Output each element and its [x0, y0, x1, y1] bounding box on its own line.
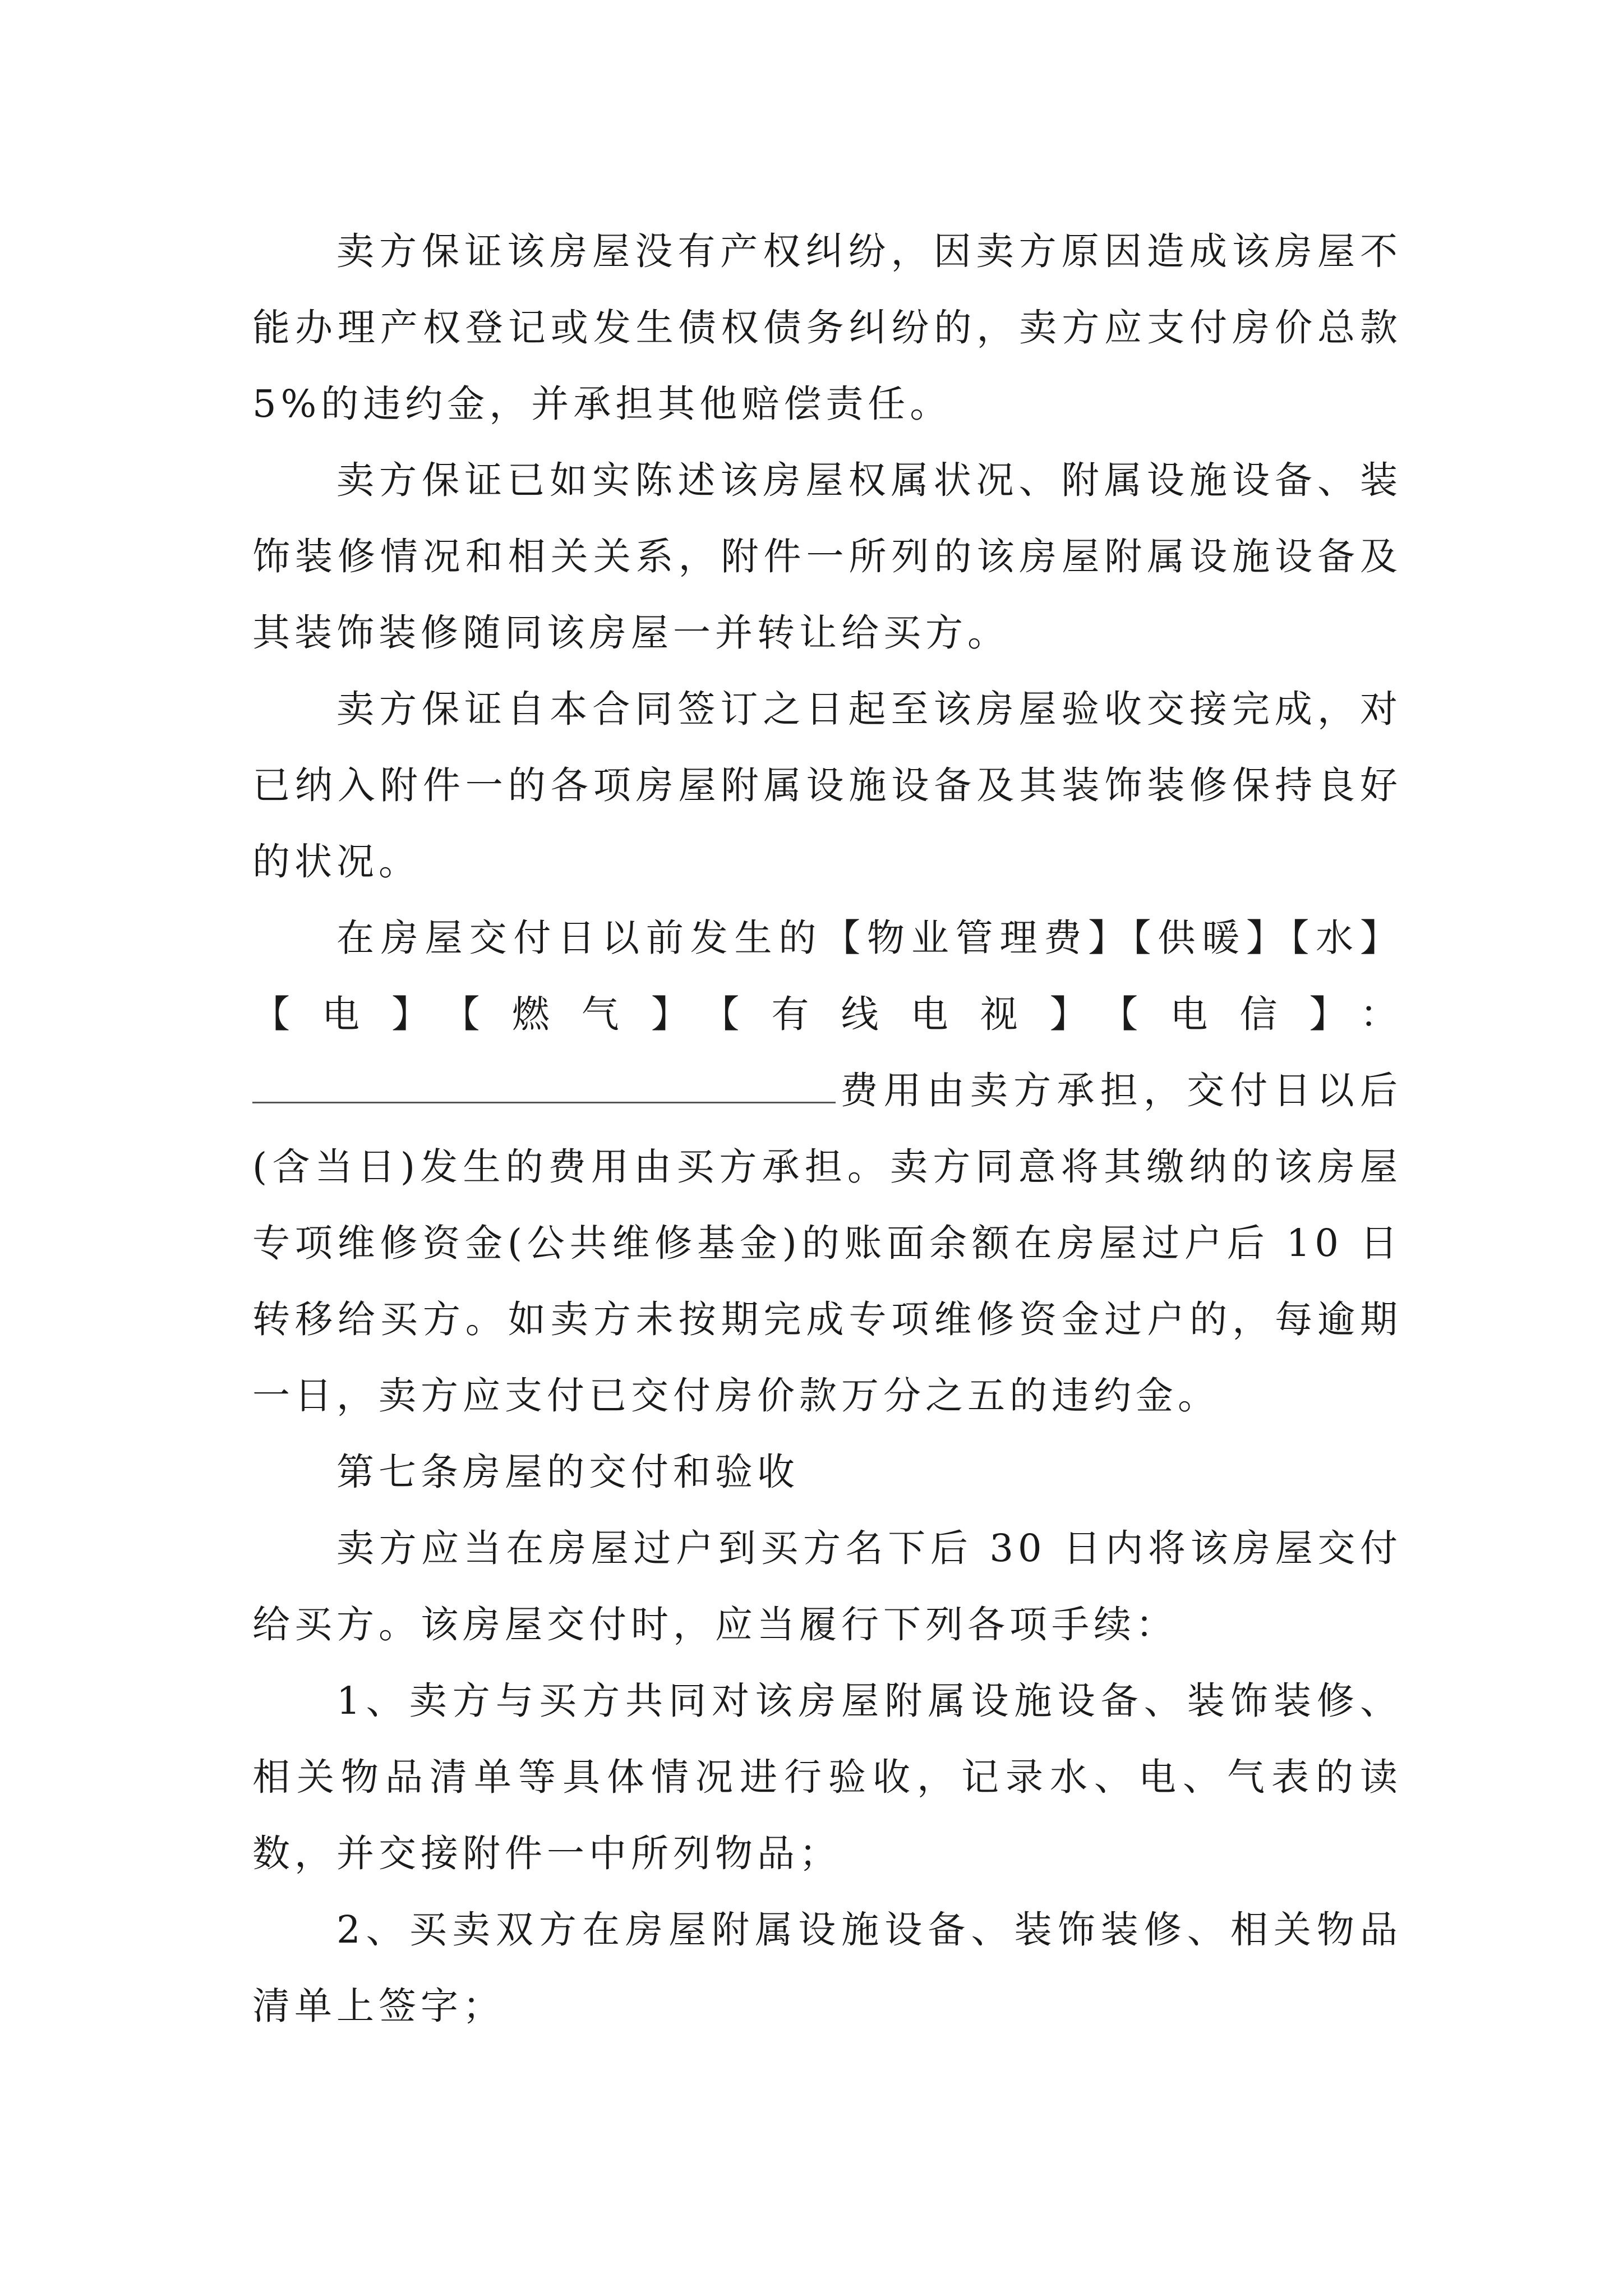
- paragraph-fees-line2: 【电】【燃气】【有线电视】【电信】：: [252, 992, 1402, 1036]
- paragraph-seller-disclosure: 卖方保证已如实陈述该房屋权属状况、附属设施设备、装饰装修情况和相关关系，附件一所列的该房屋附属设施设备及其装饰装修随同该房屋一并转让给买方。: [252, 458, 1402, 655]
- paragraph-delivery: 卖方应当在房屋过户到买方名下后 30 日内将该房屋交付给买方。该房屋交付时，应当履行下列各项手续：: [252, 1526, 1402, 1646]
- paragraph-fees-body: [252, 1052, 1402, 1434]
- fill-in-blank[interactable]: [252, 1062, 836, 1103]
- section-heading: 第七条房屋的交付和验收: [336, 1450, 799, 1494]
- document-body: [252, 213, 1402, 2044]
- paragraph-fees-line1: 在房屋交付日以前发生的【物业管理费】【供暖】【水】: [336, 916, 1402, 960]
- paragraph-item-1: 1、卖方与买方共同对该房屋附属设施设备、装饰装修、相关物品清单等具体情况进行验收，记录水、电、气表的读数，并交接附件一中所列物品；: [252, 1679, 1402, 1875]
- paragraph-seller-title-guarantee: 卖方保证该房屋没有产权纠纷，因卖方原因造成该房屋不能办理产权登记或发生债权债务纠纷的，卖方应支付房价总款 5%的违约金，并承担其他赔偿责任。: [252, 229, 1402, 426]
- fees-body-text: 费用由卖方承担，交付日以后(含当日)发生的费用由买方承担。卖方同意将其缴纳的该房屋专项维修资金(公共维修基金)的账面余额在房屋过户后 10 日转移给买方。如卖方未按期完成专项维修资金过户的，每逾期一日，卖方应支付已交付房价款万分之五的违约金。: [252, 1069, 1402, 1418]
- paragraph-seller-maintenance: 卖方保证自本合同签订之日起至该房屋验收交接完成，对已纳入附件一的各项房屋附属设施设备及其装饰装修保持良好的状况。: [252, 687, 1402, 884]
- paragraph-item-2: 2、买卖双方在房屋附属设施设备、装饰装修、相关物品清单上签字；: [252, 1908, 1402, 2028]
